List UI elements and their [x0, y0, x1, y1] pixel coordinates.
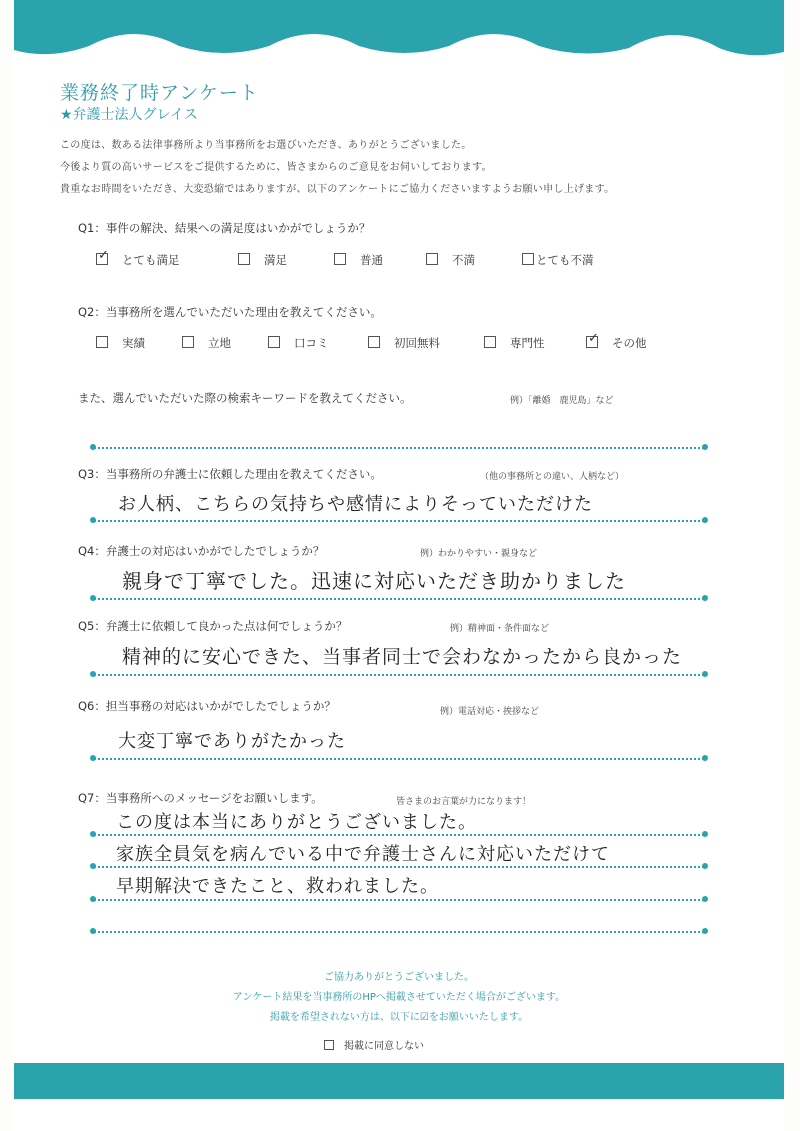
checkbox-icon[interactable] — [268, 336, 280, 348]
top-wave-decoration — [14, 0, 784, 70]
answer-line[interactable] — [94, 931, 704, 933]
q1-option-very-dissatisfied[interactable]: とても不満 — [522, 252, 594, 268]
consent-optout-checkbox[interactable]: 掲載に同意しない — [324, 1037, 424, 1052]
checkbox-icon[interactable] — [324, 1040, 334, 1050]
footer-thanks: ご協力ありがとうございました。 — [324, 972, 474, 983]
checkbox-icon[interactable] — [368, 336, 380, 348]
q3-label: Q3：当事務所の弁護士に依頼した理由を教えてください。 — [78, 467, 382, 481]
q2-keyword-note: 例）「離婚 鹿児島」など — [510, 396, 614, 406]
answer-line[interactable] — [94, 674, 704, 676]
q2-option-track-record[interactable]: 実績 — [96, 335, 145, 351]
q1-option-satisfied[interactable]: 満足 — [238, 252, 287, 268]
q4-label: Q4：弁護士の対応はいかがでしたでしょうか？ — [78, 544, 325, 558]
q4-note: 例）わかりやすい・親身など — [420, 549, 538, 559]
q6-answer[interactable]: 大変丁寧でありがたかった — [118, 731, 346, 752]
q5-note: 例）精神面・条件面など — [450, 624, 550, 634]
footer-publish-note: アンケート結果を当事務所のHPへ掲載させていただく場合がございます。 — [232, 992, 566, 1003]
q1-option-dissatisfied[interactable]: 不満 — [426, 252, 475, 268]
q2-option-reviews[interactable]: 口コミ — [268, 335, 329, 351]
checkbox-icon[interactable] — [426, 253, 438, 265]
q6-note: 例）電話対応・挨拶など — [440, 707, 540, 717]
checkbox-icon[interactable] — [334, 253, 346, 265]
q2-option-free-consult[interactable]: 初回無料 — [368, 335, 440, 351]
bottom-band-decoration — [14, 1063, 784, 1099]
checkbox-icon[interactable] — [238, 253, 250, 265]
q2-keyword-label: また、選んでいただいた際の検索キーワードを教えてください。 — [78, 391, 412, 405]
intro-line-1: この度は、数ある法律事務所より当事務所をお選びいただき、ありがとうございました。 — [60, 140, 472, 151]
answer-line[interactable] — [94, 899, 704, 901]
q3-note: （他の事務所との違い、人柄など） — [480, 472, 625, 482]
q2-option-location[interactable]: 立地 — [182, 335, 231, 351]
q1-option-very-satisfied[interactable]: ✓とても満足 — [96, 252, 180, 268]
q2-option-expertise[interactable]: 専門性 — [484, 335, 545, 351]
q7-answer-line-2[interactable]: 家族全員気を病んでいる中で弁護士さんに対応いただけて — [116, 844, 610, 865]
firm-name: ★弁護士法人グレイス — [60, 107, 198, 123]
q7-label: Q7：当事務所へのメッセージをお願いします。 — [78, 791, 323, 805]
q4-answer[interactable]: 親身で丁寧でした。迅速に対応いただき助かりました — [122, 569, 626, 593]
footer-optout-note: 掲載を希望されない方は、以下に☑をお願いいたします。 — [269, 1012, 529, 1023]
q7-answer-line-3[interactable]: 早期解決できたこと、救われました。 — [116, 876, 439, 897]
q3-answer[interactable]: お人柄、こちらの気持ちや感情によりそっていただけた — [118, 494, 593, 515]
q1-option-neutral[interactable]: 普通 — [334, 252, 383, 268]
answer-line[interactable] — [94, 447, 704, 449]
q5-label: Q5：弁護士に依頼して良かった点は何でしょうか？ — [78, 619, 348, 633]
survey-title: 業務終了時アンケート — [60, 82, 259, 104]
answer-line[interactable] — [94, 598, 704, 600]
checkbox-icon[interactable] — [182, 336, 194, 348]
checkbox-checked-icon[interactable] — [96, 253, 108, 265]
q6-label: Q6：担当事務の対応はいかがでしたでしょうか？ — [78, 699, 336, 713]
q1-label: Q1：事件の解決、結果への満足度はいかがでしょうか？ — [78, 221, 371, 235]
answer-line[interactable] — [94, 866, 704, 868]
survey-sheet — [14, 0, 784, 1131]
checkbox-checked-icon[interactable] — [586, 336, 598, 348]
answer-line[interactable] — [94, 834, 704, 836]
q7-note: 皆さまのお言葉が力になります！ — [396, 797, 532, 807]
intro-line-2: 今後より質の高いサービスをご提供するために、皆さまからのご意見をお伺いしております。 — [60, 162, 492, 173]
q2-label: Q2：当事務所を選んでいただいた理由を教えてください。 — [78, 305, 382, 319]
q2-option-other[interactable]: ✓ その他 — [586, 335, 647, 351]
answer-line[interactable] — [94, 758, 704, 760]
q7-answer-line-1[interactable]: この度は本当にありがとうございました。 — [116, 812, 477, 833]
checkbox-icon[interactable] — [522, 253, 534, 265]
q5-answer[interactable]: 精神的に安心できた、当事者同士で会わなかったから良かった — [122, 646, 683, 668]
checkbox-icon[interactable] — [484, 336, 496, 348]
answer-line[interactable] — [94, 520, 704, 522]
intro-line-3: 貴重なお時間をいただき、大変恐縮ではありますが、以下のアンケートにご協力くださいますようお願い申し上げます。 — [60, 184, 615, 195]
checkbox-icon[interactable] — [96, 336, 108, 348]
